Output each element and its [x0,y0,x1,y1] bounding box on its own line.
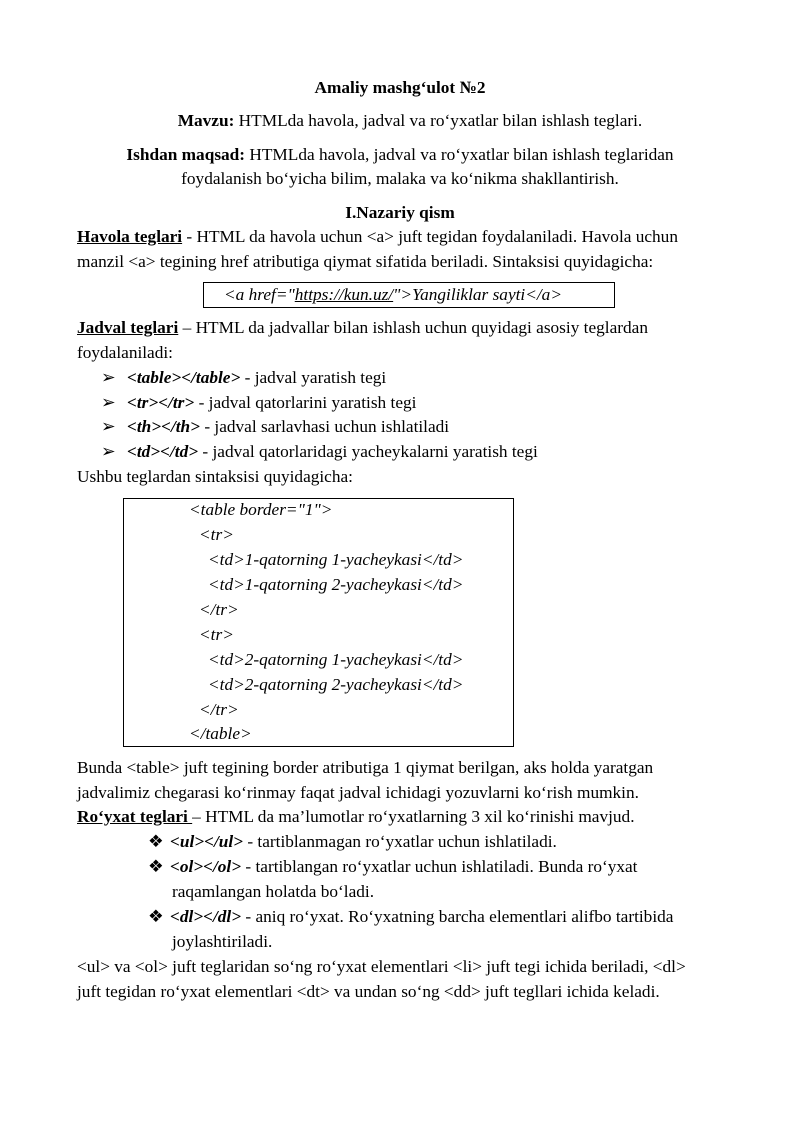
code-line: </tr> [199,600,239,619]
tables-paragraph-line-1 [77,316,648,340]
code-line: </tr> [199,700,239,719]
list-tag-item: ❖ <dl></dl> - aniq ro‘yxat. Ro‘yxatning barcha elementlari alifbo tartibida [148,905,673,929]
tables-text-1: – HTML da jadvallar bilan ishlash uchun quyidagi asosiy teglardan [178,318,648,337]
lists-final-line-2: juft tegidan ro‘yxat elementlari <dt> va undan so‘ng <dd> juft tegllari ichida keladi. [77,982,660,1001]
diamond-bullet-icon: ❖ [148,857,164,876]
tables-paragraph-line-2: foydalaniladi: [77,343,173,362]
topic-text: HTMLda havola, jadval va ro‘yxatlar bilan ishlash teglari. [234,111,643,130]
table-after-line-1: Bunda <table> juft tegining border atributiga 1 qiymat berilgan, aks holda yaratgan [77,758,654,777]
arrow-bullet-icon: ➢ [101,417,116,436]
lists-paragraph-line-1 [77,805,635,829]
link-code-url[interactable]: https://kun.uz/ [294,285,394,304]
table-tag-item: ➢ <table></table> - jadval yaratish tegi [101,366,386,390]
arrow-bullet-icon: ➢ [101,442,116,461]
tables-heading: Jadval teglari [77,318,179,337]
goal-line-1 [0,143,800,167]
links-heading: Havola teglari [77,227,183,246]
code-line: <td>2-qatorning 2-yacheykasi</td> [208,675,464,694]
lists-final-line-1: <ul> va <ol> juft teglaridan so‘ng ro‘yxat elementlari <li> juft tegi ichida beriladi, <dl> [77,957,686,976]
arrow-bullet-icon: ➢ [101,393,116,412]
table-tag-item: ➢ <tr></tr> - jadval qatorlarini yaratish tegi [101,391,416,415]
table-code-box [123,498,514,747]
link-code-pre: <a href=" [224,285,295,304]
goal-line-2: foydalanish bo‘yicha bilim, malaka va ko‘nikma shakllantirish. [181,169,619,188]
table-tag-item: ➢ <th></th> - jadval sarlavhasi uchun ishlatiladi [101,415,449,439]
table-tag-item: ➢ <td></td> - jadval qatorlaridagi yacheykalarni yaratish tegi [101,440,538,464]
diamond-bullet-icon: ❖ [148,907,164,926]
code-line: <td>1-qatorning 1-yacheykasi</td> [208,550,464,569]
topic-label: Mavzu: [177,111,235,130]
code-line: <td>1-qatorning 2-yacheykasi</td> [208,575,464,594]
list-tag-item: ❖ <ul></ul> - tartiblanmagan ro‘yxatlar uchun ishlatiladi. [148,830,557,854]
lists-text-1: – HTML da ma’lumotlar ro‘yxatlarning 3 xil ko‘rinishi mavjud. [192,807,635,826]
list-tag-item-continuation: raqamlangan holatda bo‘ladi. [172,882,375,901]
code-line: <td>2-qatorning 1-yacheykasi</td> [208,650,464,669]
list-tag-item: ❖ <ol></ol> - tartiblangan ro‘yxatlar uchun ishlatiladi. Bunda ro‘yxat [148,855,637,879]
section-title: I.Nazariy qism [345,203,455,222]
topic-line [0,109,800,133]
code-line: <tr> [199,625,234,644]
lists-heading: Ro‘yxat teglari [77,807,193,826]
link-code-example [224,283,562,307]
code-line: <tr> [199,525,234,544]
list-tag-item-continuation: joylashtiriladi. [172,932,273,951]
arrow-bullet-icon: ➢ [101,368,116,387]
goal-label: Ishdan maqsad: [126,145,246,164]
page-title: Amaliy mashg‘ulot №2 [314,78,486,97]
diamond-bullet-icon: ❖ [148,832,164,851]
links-text-1: - HTML da havola uchun <a> juft tegidan foydalaniladi. Havola uchun [182,227,678,246]
goal-text-1: HTMLda havola, jadval va ro‘yxatlar bilan ishlash teglaridan [245,145,674,164]
links-paragraph-line-1 [77,225,678,249]
links-paragraph-line-2: manzil <a> tegining href atributiga qiymat sifatida beriladi. Sintaksisi quyidagicha: [77,252,654,271]
syntax-intro: Ushbu teglardan sintaksisi quyidagicha: [77,467,353,486]
link-code-post: ">Yangiliklar sayti</a> [393,285,562,304]
table-after-line-2: jadvalimiz chegarasi ko‘rinmay faqat jadval ichidagi yozuvlarni ko‘rish mumkin. [77,783,639,802]
code-line: <table border="1"> [189,500,333,519]
code-line: </table> [189,724,252,743]
